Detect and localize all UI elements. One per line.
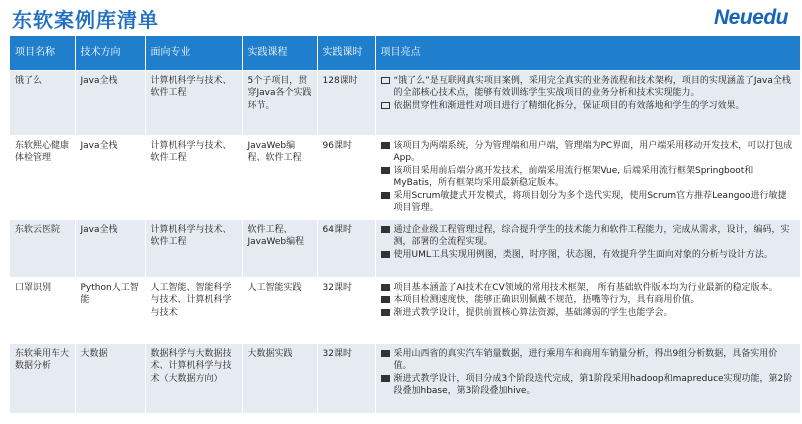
case-library-table	[10, 36, 800, 413]
major-cell: 计算机科学与技术、软件工程	[145, 219, 242, 277]
highlight-text: 采用山西省的真实汽车销量数据，进行乘用车和商用车销量分析，得出9组分析数据，具备实用价值。	[393, 348, 778, 371]
filled-square-bullet-icon	[381, 284, 390, 291]
hollow-square-bullet-icon	[381, 102, 390, 109]
hours-cell: 96课时	[317, 135, 375, 219]
major-cell: 人工智能、智能科学与技术、计算机科学与技术	[145, 277, 242, 343]
major-cell: 计算机科学与技术、软件工程	[145, 70, 242, 135]
project-name-cell: 口罩识别	[10, 277, 75, 343]
tech-direction-cell: Java全栈	[75, 135, 145, 219]
highlights-cell	[375, 219, 800, 277]
filled-square-bullet-icon	[381, 142, 390, 149]
column-header-major: 面向专业	[145, 36, 242, 70]
major-cell: 数据科学与大数据技术、计算机科学与技术（大数据方向）	[145, 343, 242, 413]
column-header-name: 项目名称	[10, 36, 75, 70]
project-name-cell: 东软熙心健康体检管理	[10, 135, 75, 219]
highlight-text: 使用UML工具实现用例图，类图，时序图，状态图，有效提升学生面向对象的分析与设计方法。	[393, 249, 773, 260]
highlight-item	[381, 294, 796, 307]
tech-direction-cell: Java全栈	[75, 70, 145, 135]
highlights-cell	[375, 277, 800, 343]
course-cell: 人工智能实践	[242, 277, 317, 343]
course-cell: 软件工程、JavaWeb编程	[242, 219, 317, 277]
table-row	[10, 343, 800, 413]
highlight-text: 通过企业级工程管理过程，综合提升学生的技术能力和软件工程能力，完成从需求，设计，编码，实测，部署的全流程实现。	[393, 224, 790, 247]
column-header-hours: 实践课时	[317, 36, 375, 70]
brand-logo: Neuedu	[713, 6, 788, 29]
highlights-cell	[375, 135, 800, 219]
highlight-item	[381, 224, 796, 249]
project-name-cell: 饿了么	[10, 70, 75, 135]
highlight-text: 项目基本涵盖了AI技术在CV领域的常用技术框架， 所有基础软件版本均为行业最新的稳定版本。	[393, 282, 778, 293]
filled-square-bullet-icon	[381, 375, 390, 382]
table-row	[10, 135, 800, 219]
highlight-text: 本项目检测速度快，能够正确识别佩戴不规范，捂嘴等行为，具有商用价值。	[393, 295, 700, 305]
highlight-item	[381, 249, 796, 262]
highlight-item	[381, 165, 796, 190]
filled-square-bullet-icon	[381, 167, 390, 174]
highlight-item	[381, 190, 796, 215]
highlights-cell	[375, 343, 800, 413]
hours-cell: 128课时	[317, 70, 375, 135]
column-header-tech: 技术方向	[75, 36, 145, 70]
highlight-text: 渐进式教学设计，项目分成3个阶段迭代完成，第1阶段采用hadoop和mapreduce实现功能，第2阶段叠加hbase，第3阶段叠加hive。	[393, 373, 793, 396]
highlight-item	[381, 307, 796, 320]
highlight-item	[381, 140, 796, 165]
hours-cell: 64课时	[317, 219, 375, 277]
column-header-highlights: 项目亮点	[375, 36, 800, 70]
highlight-text: 渐进式教学设计，提供前置核心算法资源，基础薄弱的学生也能学会。	[393, 307, 673, 318]
table-row	[10, 277, 800, 343]
highlight-text: 该项目采用前后端分离开发技术，前端采用流行框架Vue, 后端采用流行框架Springboot和MyBatis，所有框架均采用最新稳定版本。	[393, 165, 754, 188]
course-cell: 5个子项目，贯穿Java各个实践环节。	[242, 70, 317, 135]
hours-cell: 32课时	[317, 277, 375, 343]
highlight-text: “饿了么”是互联网真实项目案例，采用完全真实的业务流程和技术架构，项目的实现涵盖了Java全栈的全部核心技术点，能够有效训练学生实战项目的业务分析和技术实现能力。	[393, 75, 791, 98]
highlight-text: 依据贯穿性和渐进性对项目进行了精细化拆分，保证项目的有效落地和学生的学习效果。	[393, 100, 745, 111]
course-cell: 大数据实践	[242, 343, 317, 413]
highlight-text: 采用Scrum敏捷式开发模式，将项目划分为多个迭代实现，使用Scrum官方推荐Leangoo进行敏捷项目管理。	[393, 190, 787, 213]
project-name-cell: 东软乘用车大数据分析	[10, 343, 75, 413]
page-title: 东软案例库清单	[12, 8, 159, 32]
tech-direction-cell: Python人工智能	[75, 277, 145, 343]
highlight-item	[381, 282, 796, 295]
table-header-row	[10, 36, 800, 70]
hours-cell: 32课时	[317, 343, 375, 413]
highlight-item	[381, 348, 796, 373]
course-cell: JavaWeb编程、软件工程	[242, 135, 317, 219]
filled-square-bullet-icon	[381, 251, 390, 258]
project-name-cell: 东软云医院	[10, 219, 75, 277]
table-row	[10, 219, 800, 277]
hollow-square-bullet-icon	[381, 77, 390, 84]
tech-direction-cell: Java全栈	[75, 219, 145, 277]
filled-square-bullet-icon	[381, 226, 390, 233]
filled-square-bullet-icon	[381, 309, 390, 316]
filled-square-bullet-icon	[381, 350, 390, 357]
column-header-course: 实践课程	[242, 36, 317, 70]
highlight-item	[381, 373, 796, 398]
table-row	[10, 70, 800, 135]
highlight-item	[381, 100, 796, 113]
filled-square-bullet-icon	[381, 192, 390, 199]
major-cell: 计算机科学与技术、软件工程	[145, 135, 242, 219]
highlights-cell	[375, 70, 800, 135]
filled-square-bullet-icon	[381, 296, 390, 303]
highlight-text: 该项目为两端系统，分为管理端和用户端，管理端为PC界面，用户端采用移动开发技术，可以打包成App。	[393, 140, 793, 163]
highlight-item	[381, 75, 796, 100]
tech-direction-cell: 大数据	[75, 343, 145, 413]
